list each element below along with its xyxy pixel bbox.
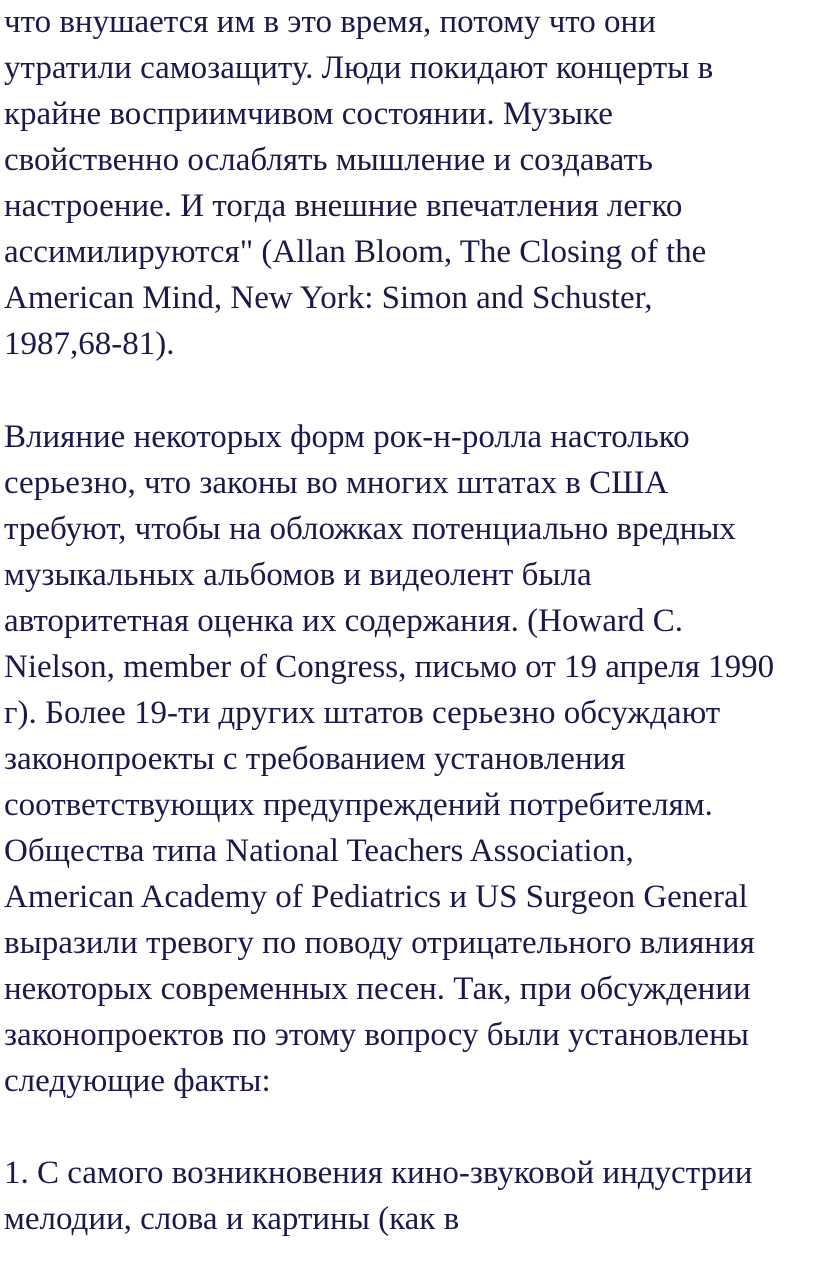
paragraph-2-line-12: выразили тревогу по поводу отрицательного влияния: [4, 925, 755, 961]
paragraph-1-line-4: свойственно ослаблять мышление и создавать: [4, 142, 653, 178]
paragraph-2-line-2: серьезно, что законы во многих штатах в США: [4, 465, 669, 501]
paragraph-2-line-13: некоторых современных песен. Так, при обсуждении: [4, 971, 751, 1007]
paragraph-1-line-3: крайне восприимчивом состоянии. Музыке: [4, 96, 613, 132]
paragraph-2-line-4: музыкальных альбомов и видеолент была: [4, 557, 592, 593]
paragraph-1-line-6: ассимилируются" (Allan Bloom, The Closing of the: [4, 234, 707, 270]
paragraph-1-line-2: утратили самозащиту. Люди покидают концерты в: [4, 50, 714, 86]
paragraph-3-line-1: 1. С самого возникновения кино-звуковой индустрии: [4, 1155, 753, 1191]
paragraph-1-line-1: что внушается им в это время, потому что они: [4, 4, 656, 40]
paragraph-2-line-10: Общества типа National Teachers Association,: [4, 833, 634, 869]
paragraph-2-line-7: г). Более 19-ти других штатов серьезно обсуждают: [4, 695, 721, 731]
paragraph-2-line-8: законопроекты с требованием установления: [4, 741, 626, 777]
paragraph-2-line-5: авторитетная оценка их содержания. (Howard C.: [4, 603, 683, 639]
paragraph-2-line-9: соответствующих предупреждений потребителям.: [4, 787, 713, 823]
paragraph-2-line-15: следующие факты:: [4, 1063, 271, 1099]
paragraph-2-line-3: требуют, чтобы на обложках потенциально вредных: [4, 511, 736, 547]
paragraph-1-line-5: настроение. И тогда внешние впечатления легко: [4, 188, 683, 224]
paragraph-2-line-6: Nielson, member of Congress, письмо от 19 апреля 1990: [4, 649, 775, 685]
paragraph-1-line-7: American Mind, New York: Simon and Schuster,: [4, 280, 653, 316]
paragraph-2-line-1: Влияние некоторых форм рок-н-ролла настолько: [4, 419, 690, 455]
paragraph-3-line-2: мелодии, слова и картины (как в: [4, 1201, 460, 1237]
paragraph-2-line-11: American Academy of Pediatrics и US Surgeon General: [4, 879, 748, 915]
paragraph-2-line-14: законопроектов по этому вопросу были установлены: [4, 1017, 749, 1053]
paragraph-1-line-8: 1987,68-81).: [4, 326, 175, 362]
